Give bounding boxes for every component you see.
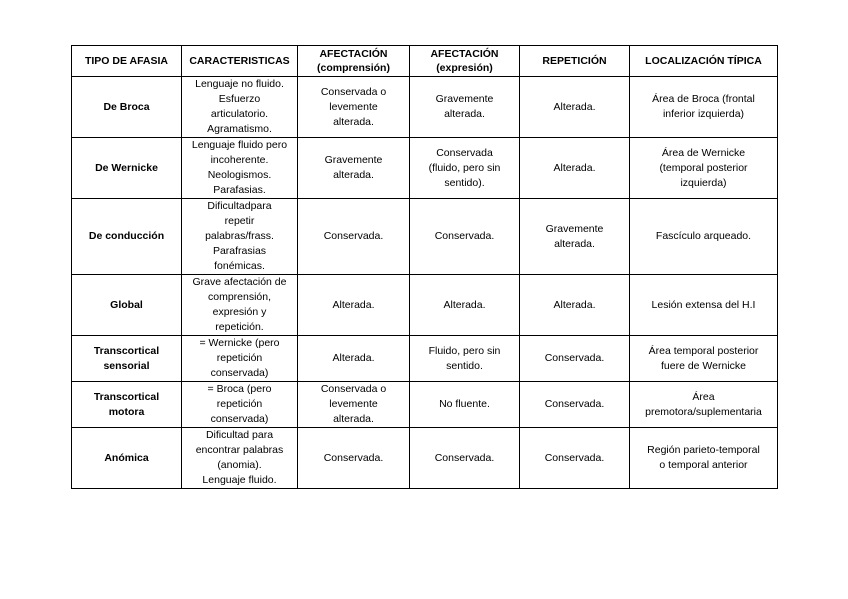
cell-repeticion <box>520 138 630 199</box>
cell-line: = Broca (pero <box>207 383 272 395</box>
cell-tipo <box>72 382 182 428</box>
header-tipo: TIPO DE AFASIA <box>72 46 182 77</box>
cell-line: Parafrasias <box>212 245 267 257</box>
cell-line: Lenguaje fluido pero <box>191 139 288 151</box>
cell-line: Gravemente <box>324 154 383 166</box>
table-row <box>72 199 778 275</box>
cell-line: Conservada. <box>544 451 605 464</box>
cell-line: De Wernicke <box>95 161 158 174</box>
cell-line: repetición. <box>215 321 264 333</box>
cell-localizacion <box>630 77 778 138</box>
cell-line: Lenguaje fluido. <box>202 474 277 486</box>
cell-tipo <box>72 275 182 336</box>
cell-repeticion <box>520 428 630 489</box>
cell-expresion <box>410 336 520 382</box>
cell-line: conservada) <box>210 367 269 379</box>
cell-localizacion <box>630 199 778 275</box>
cell-line: Agramatismo. <box>207 123 272 135</box>
cell-line: Conservada. <box>544 398 605 410</box>
cell-line: Esfuerzo <box>218 93 261 105</box>
cell-line: Alterada. <box>443 298 486 311</box>
cell-line: Conservada o <box>320 85 387 98</box>
cell-localizacion <box>630 428 778 489</box>
table-row <box>72 428 778 489</box>
table-body <box>72 77 778 489</box>
table-row <box>72 336 778 382</box>
cell-line: Conservada. <box>323 230 384 242</box>
cell-line: levemente <box>329 100 378 113</box>
cell-line: Conservada. <box>544 352 605 364</box>
cell-comprension <box>298 382 410 428</box>
cell-tipo <box>72 199 182 275</box>
cell-line: Lenguaje no fluido. <box>195 78 284 90</box>
cell-tipo <box>72 138 182 199</box>
cell-line: encontrar palabras <box>195 444 284 456</box>
cell-line: izquierda) <box>680 176 727 189</box>
cell-caracteristicas <box>182 382 298 428</box>
aphasia-types-table <box>71 45 778 489</box>
cell-localizacion <box>630 138 778 199</box>
cell-line: Alterada. <box>553 298 596 311</box>
cell-line: Transcortical <box>93 390 160 403</box>
cell-line: premotora/suplementaria <box>645 405 762 418</box>
cell-line: Neologismos. <box>207 169 272 181</box>
cell-localizacion <box>630 336 778 382</box>
cell-tipo <box>72 428 182 489</box>
cell-line: sentido. <box>446 359 483 372</box>
cell-line: De conducción <box>88 230 165 242</box>
cell-line: (fluido, pero sin <box>428 161 501 174</box>
header-localizacion: LOCALIZACIÓN TÍPICA <box>630 46 778 77</box>
cell-line: (anomia). <box>217 459 262 471</box>
cell-comprension <box>298 428 410 489</box>
cell-caracteristicas <box>182 336 298 382</box>
cell-line: Área temporal posterior <box>648 344 759 357</box>
table-row <box>72 382 778 428</box>
cell-line: Conservada. <box>323 451 384 464</box>
cell-line: (temporal posterior <box>659 161 748 174</box>
cell-line: Lesión extensa del H.I <box>651 298 756 311</box>
cell-line: alterada. <box>333 413 374 425</box>
cell-comprension <box>298 275 410 336</box>
cell-line: Conservada. <box>434 451 495 464</box>
cell-comprension <box>298 77 410 138</box>
cell-caracteristicas <box>182 428 298 489</box>
cell-line: Alterada. <box>553 161 596 174</box>
header-comprension: AFECTACIÓN (comprensión) <box>298 46 410 77</box>
cell-line: expresión y <box>212 306 267 318</box>
cell-line: conservada) <box>210 413 269 425</box>
cell-line: Dificultadpara <box>207 200 272 212</box>
cell-repeticion <box>520 199 630 275</box>
cell-line: Alterada. <box>553 100 596 113</box>
cell-line: motora <box>108 405 145 418</box>
cell-line: Alterada. <box>332 352 375 364</box>
cell-repeticion <box>520 77 630 138</box>
cell-line: De Broca <box>103 100 150 113</box>
cell-line: repetición <box>216 352 263 364</box>
cell-line: Gravemente <box>545 222 604 235</box>
cell-line: alterada. <box>333 169 374 181</box>
cell-line: palabras/frass. <box>205 230 274 242</box>
cell-repeticion <box>520 336 630 382</box>
cell-caracteristicas <box>182 275 298 336</box>
cell-comprension <box>298 138 410 199</box>
cell-expresion <box>410 138 520 199</box>
cell-line: alterada. <box>554 237 595 250</box>
cell-line: Global <box>110 298 143 311</box>
cell-line: Fluido, pero sin <box>428 344 501 357</box>
cell-expresion <box>410 428 520 489</box>
cell-line: Región parieto-temporal <box>647 444 760 456</box>
cell-line: Parafasias. <box>213 184 266 196</box>
cell-line: Dificultad para <box>205 429 274 441</box>
header-caracteristicas: CARACTERISTICAS <box>182 46 298 77</box>
cell-line: articulatorio. <box>210 108 269 120</box>
cell-line: repetición <box>216 398 263 410</box>
cell-line: Conservada. <box>434 230 495 242</box>
header-repeticion: REPETICIÓN <box>520 46 630 77</box>
cell-line: Alterada. <box>332 298 375 311</box>
cell-line: sentido). <box>444 176 485 189</box>
cell-caracteristicas <box>182 138 298 199</box>
cell-line: Gravemente <box>435 93 494 105</box>
cell-line: = Wernicke (pero <box>199 337 280 349</box>
cell-tipo <box>72 77 182 138</box>
cell-line: Conservada <box>436 146 493 159</box>
cell-expresion <box>410 382 520 428</box>
cell-tipo <box>72 336 182 382</box>
cell-line: Área de Wernicke <box>661 146 746 159</box>
cell-caracteristicas <box>182 77 298 138</box>
cell-line: Área de Broca (frontal <box>652 93 755 105</box>
cell-line: Área <box>692 390 715 403</box>
cell-line: alterada. <box>333 115 374 128</box>
cell-line: alterada. <box>444 108 485 120</box>
cell-localizacion <box>630 275 778 336</box>
header-expresion: AFECTACIÓN (expresión) <box>410 46 520 77</box>
table-row <box>72 77 778 138</box>
cell-comprension <box>298 199 410 275</box>
cell-comprension <box>298 336 410 382</box>
cell-line: repetir <box>224 215 255 227</box>
cell-line: Fascículo arqueado. <box>655 230 752 242</box>
cell-line: inferior izquierda) <box>662 108 745 120</box>
cell-line: o temporal anterior <box>659 459 748 471</box>
cell-line: comprensión, <box>207 291 272 303</box>
cell-line: Grave afectación de <box>192 276 287 288</box>
cell-line: fonémicas. <box>214 260 265 272</box>
cell-line: Anómica <box>104 451 149 464</box>
cell-localizacion <box>630 382 778 428</box>
cell-expresion <box>410 77 520 138</box>
table-row <box>72 275 778 336</box>
cell-line: sensorial <box>103 359 150 372</box>
cell-line: incoherente. <box>210 154 269 166</box>
cell-line: Transcortical <box>93 344 160 357</box>
cell-expresion <box>410 199 520 275</box>
cell-line: Conservada o <box>320 383 387 395</box>
table-row <box>72 138 778 199</box>
cell-repeticion <box>520 382 630 428</box>
cell-line: No fluente. <box>439 398 490 410</box>
cell-line: fuere de Wernicke <box>660 359 746 372</box>
cell-caracteristicas <box>182 199 298 275</box>
cell-expresion <box>410 275 520 336</box>
cell-line: levemente <box>329 398 378 410</box>
table-header-row <box>72 46 778 77</box>
cell-repeticion <box>520 275 630 336</box>
